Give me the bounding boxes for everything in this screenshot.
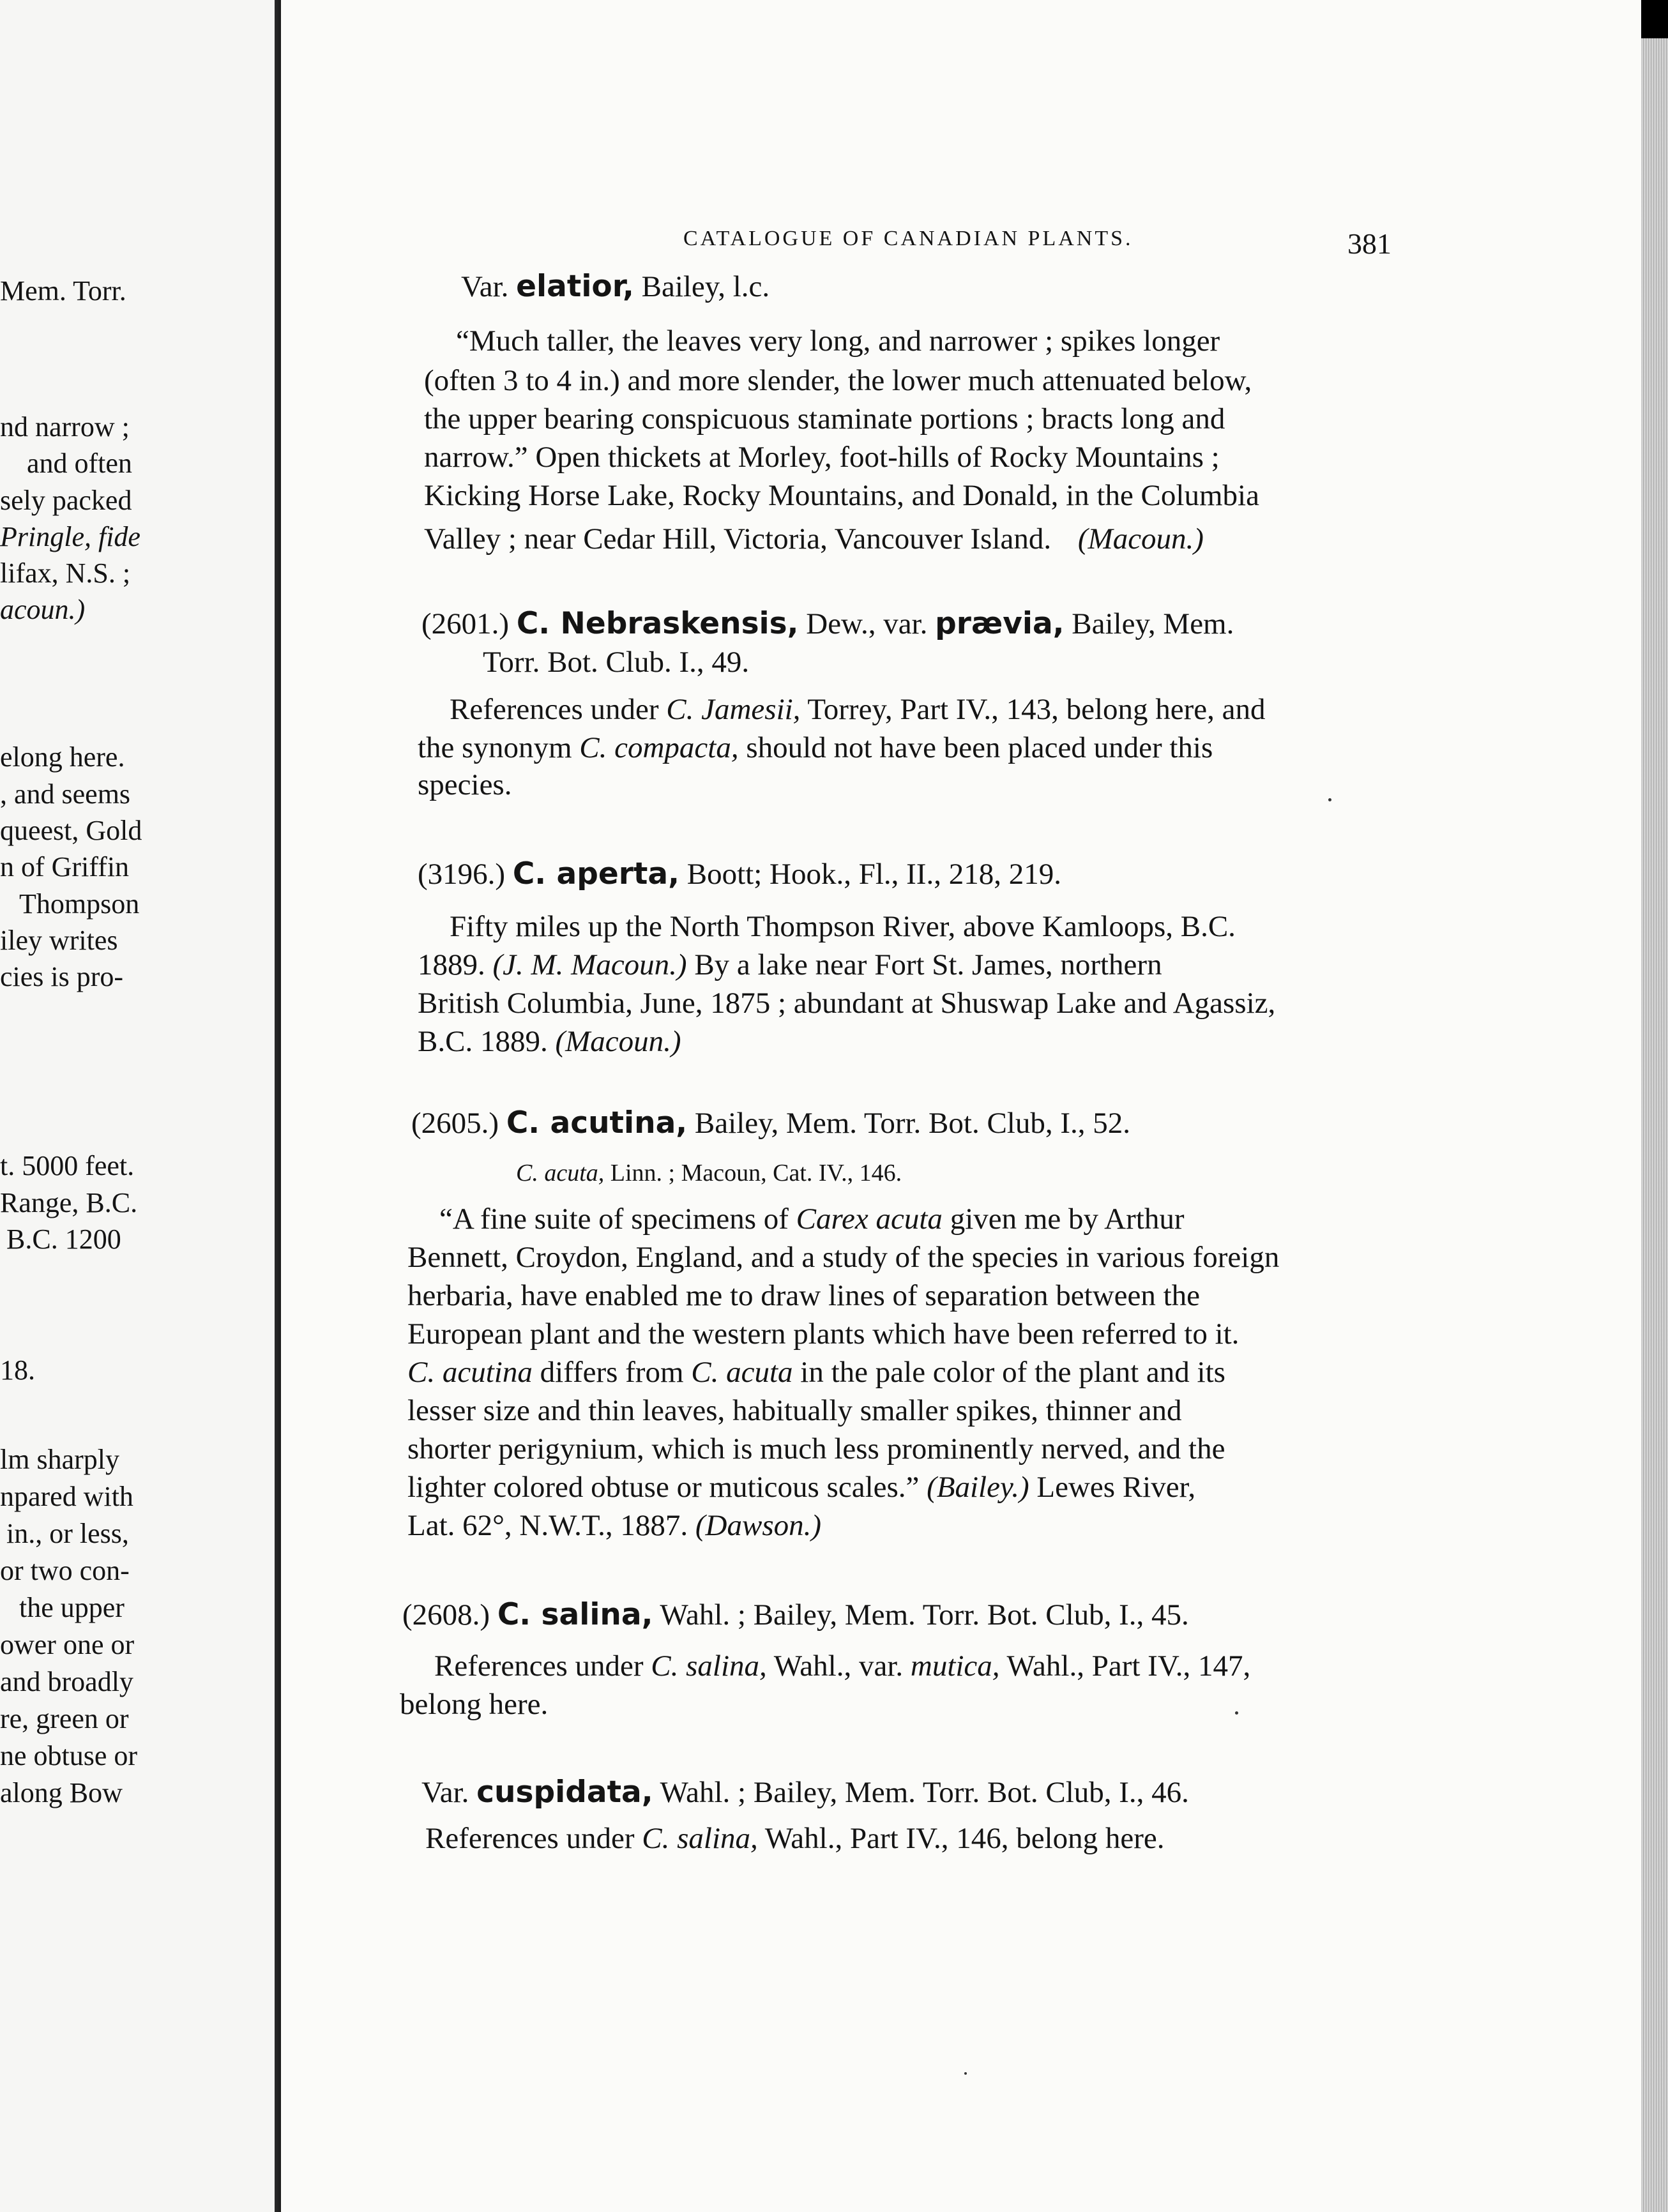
body-line: species. — [418, 768, 512, 801]
body-line: Bennett, Croydon, England, and a study of the species in various foreign — [407, 1241, 1280, 1274]
body-line — [418, 946, 1162, 983]
authority: Bailey, Mem. Torr. Bot. Club, I., 52. — [694, 1107, 1131, 1140]
body-line — [425, 1820, 1165, 1857]
body-text: “A fine suite of specimens of — [439, 1202, 789, 1236]
left-line: and broadly — [0, 1666, 133, 1697]
collector-citation: (Dawson.) — [695, 1509, 822, 1542]
species-ref: C. salina, — [642, 1822, 758, 1855]
species-ref: C. acutina — [407, 1356, 533, 1389]
taxon-name: cuspidata, — [476, 1775, 653, 1810]
body-text: lighter colored obtuse or muticous scales.” — [407, 1471, 920, 1504]
left-line: t. 5000 feet. — [0, 1150, 135, 1181]
catalogue-number: (2605.) — [411, 1107, 499, 1140]
authority: Boott; Hook., Fl., II., 218, 219. — [686, 858, 1061, 891]
body-line — [439, 1201, 1185, 1238]
left-page — [0, 0, 275, 2212]
entry-heading — [402, 1596, 1189, 1633]
left-line: Range, B.C. — [0, 1187, 138, 1218]
left-line: nd narrow ; — [0, 411, 130, 443]
body-text: Torrey, Part IV., 143, belong here, and — [807, 693, 1266, 726]
body-text: Lat. 62°, N.W.T., 1887. — [407, 1509, 688, 1542]
body-line: belong here. — [400, 1688, 549, 1721]
left-line: , and seems — [0, 778, 131, 810]
variety-ref: mutica, — [910, 1649, 1000, 1683]
taxon-name: elatior, — [516, 269, 634, 304]
body-line: herbaria, have enabled me to draw lines of separation between the — [407, 1279, 1201, 1312]
entry-heading — [418, 856, 1061, 893]
var-label: Var. — [461, 270, 509, 303]
authority: Wahl. ; Bailey, Mem. Torr. Bot. Club, I., 45. — [660, 1598, 1189, 1632]
body-text: differs from — [540, 1356, 684, 1389]
left-line: ne obtuse or — [0, 1740, 138, 1771]
body-text: Wahl., Part IV., 146, belong here. — [764, 1822, 1165, 1855]
body-text: References under — [450, 693, 659, 726]
left-line: elong here. — [0, 741, 125, 773]
species-ref: C. salina, — [651, 1649, 767, 1683]
catalogue-number: (3196.) — [418, 858, 506, 891]
entry-heading — [461, 268, 770, 305]
body-line: the upper bearing conspicuous staminate portions ; bracts long and — [424, 402, 1225, 436]
authority: Bailey, l.c. — [641, 270, 770, 303]
body-text: References under — [425, 1822, 635, 1855]
left-line: 18. — [0, 1354, 35, 1386]
page-number: 381 — [1347, 227, 1391, 260]
left-line: sely packed — [0, 485, 132, 516]
collector-citation: (J. M. Macoun.) — [492, 948, 687, 981]
body-line — [434, 1648, 1250, 1685]
entry-heading — [421, 605, 1234, 642]
collector-citation: (Bailey.) — [927, 1471, 1029, 1504]
left-line: npared with — [0, 1481, 133, 1512]
body-line — [418, 1023, 681, 1060]
left-line: lm sharply — [0, 1444, 119, 1475]
body-line — [424, 520, 1204, 557]
body-line: (often 3 to 4 in.) and more slender, the lower much attenuated below, — [424, 364, 1252, 397]
left-line: ower one or — [0, 1629, 135, 1660]
body-text: By a lake near Fort St. James, northern — [694, 948, 1162, 981]
left-line: Pringle, fide — [0, 521, 140, 552]
speck — [1328, 798, 1331, 801]
left-line: iley writes — [0, 925, 118, 956]
variety-name: prævia, — [935, 606, 1065, 641]
body-line: British Columbia, June, 1875 ; abundant at Shuswap Lake and Agassiz, — [418, 987, 1276, 1020]
authority: Wahl. ; Bailey, Mem. Torr. Bot. Club, I., 46. — [660, 1776, 1189, 1809]
body-line: lesser size and thin leaves, habitually smaller spikes, thinner and — [407, 1394, 1182, 1427]
left-line: queest, Gold — [0, 815, 142, 846]
body-line — [450, 691, 1266, 728]
page-edges — [1641, 38, 1668, 2212]
taxon-name: C. salina, — [497, 1597, 653, 1632]
body-text: Wahl., Part IV., 147, — [1006, 1649, 1251, 1683]
species-ref: C. acuta — [691, 1356, 793, 1389]
left-line: acoun.) — [0, 594, 86, 625]
left-line: in., or less, — [6, 1518, 129, 1549]
body-text: References under — [434, 1649, 644, 1683]
left-line: B.C. 1200 — [6, 1223, 121, 1255]
collector-citation: (Macoun.) — [555, 1025, 681, 1058]
body-line — [407, 1469, 1195, 1506]
body-text: Lewes River, — [1036, 1471, 1196, 1504]
body-line — [418, 729, 1213, 766]
body-text: in the pale color of the plant and its — [800, 1356, 1225, 1389]
speck — [964, 2072, 967, 2075]
left-line: re, green or — [0, 1703, 129, 1734]
body-line: Kicking Horse Lake, Rocky Mountains, and Donald, in the Columbia — [424, 479, 1259, 512]
var-label: Var. — [421, 1776, 469, 1809]
collector-citation: (Macoun.) — [1077, 522, 1204, 556]
body-line: Fifty miles up the North Thompson River, above Kamloops, B.C. — [450, 910, 1236, 943]
entry-heading — [411, 1105, 1130, 1142]
body-line: Torr. Bot. Club. I., 49. — [483, 646, 750, 679]
left-line: or two con- — [0, 1555, 130, 1586]
body-text: 1889. — [418, 948, 485, 981]
left-line: lifax, N.S. ; — [0, 557, 131, 589]
left-line: Mem. Torr. — [0, 275, 126, 307]
synonym-line — [516, 1155, 902, 1192]
species-ref: C. compacta, — [579, 731, 739, 764]
body-text: the synonym — [418, 731, 572, 764]
body-line — [407, 1354, 1225, 1391]
left-line: Thompson — [19, 888, 140, 920]
authority: Dew., var. — [806, 607, 928, 640]
body-line: shorter perigynium, which is much less prominently nerved, and the — [407, 1432, 1225, 1466]
entry-heading — [421, 1774, 1189, 1811]
body-line: “Much taller, the leaves very long, and narrower ; spikes longer — [456, 324, 1220, 358]
body-text: should not have been placed under this — [746, 731, 1213, 764]
left-line: cies is pro- — [0, 961, 124, 992]
taxon-name: C. Nebraskensis, — [516, 606, 799, 641]
body-text: B.C. 1889. — [418, 1025, 548, 1058]
left-line: and often — [27, 448, 132, 479]
species-ref: Carex acuta — [796, 1202, 943, 1236]
species-ref: C. Jamesii, — [666, 693, 801, 726]
body-text: Wahl., var. — [773, 1649, 904, 1683]
body-text: Valley ; near Cedar Hill, Victoria, Vancouver Island. — [424, 522, 1052, 556]
body-line: narrow.” Open thickets at Morley, foot-hills of Rocky Mountains ; — [424, 441, 1220, 474]
left-line: n of Griffin — [0, 851, 130, 883]
authority: Bailey, Mem. — [1072, 607, 1234, 640]
taxon-name: C. acutina, — [506, 1105, 688, 1140]
synonym-name: C. acuta, — [516, 1160, 605, 1186]
body-text: given me by Arthur — [950, 1202, 1185, 1236]
body-line: European plant and the western plants which have been referred to it. — [407, 1317, 1240, 1351]
taxon-name: C. aperta, — [512, 856, 679, 891]
left-line: the upper — [19, 1592, 125, 1623]
catalogue-number: (2601.) — [421, 607, 510, 640]
synonym-ref: Linn. ; Macoun, Cat. IV., 146. — [610, 1160, 902, 1186]
body-line — [407, 1507, 821, 1544]
running-header: CATALOGUE OF CANADIAN PLANTS. — [683, 227, 1133, 250]
catalogue-number: (2608.) — [402, 1598, 490, 1632]
speck — [1235, 1711, 1238, 1715]
left-line: along Bow — [0, 1777, 123, 1808]
